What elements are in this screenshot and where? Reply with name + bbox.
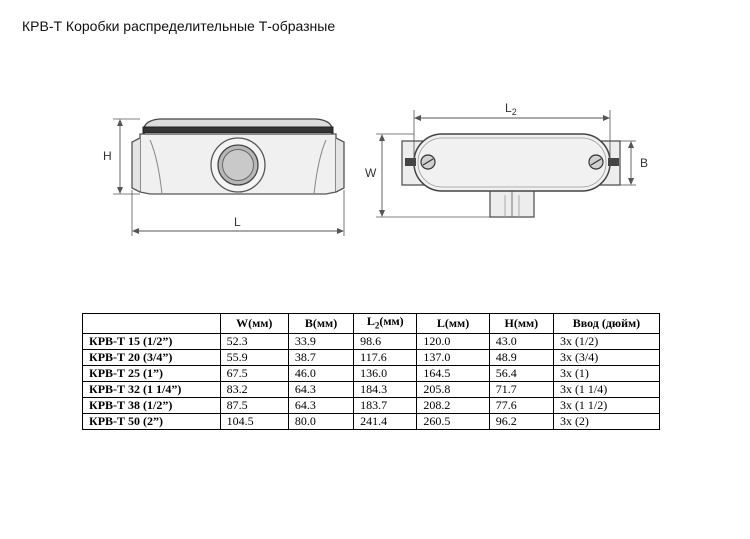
table-row [83, 398, 660, 414]
model-cell: КРВ-Т 20 (3/4”) [83, 350, 221, 366]
model-cell: КРВ-Т 15 (1/2”) [83, 334, 221, 350]
value-cell: 183.7 [354, 398, 417, 414]
value-cell: 3x (1 1/4) [553, 382, 659, 398]
table-body [83, 334, 660, 430]
value-cell: 55.9 [220, 350, 288, 366]
value-cell: 3x (2) [553, 414, 659, 430]
value-cell: 3x (1) [553, 366, 659, 382]
column-header: W(мм) [220, 314, 288, 334]
model-cell: КРВ-Т 50 (2”) [83, 414, 221, 430]
value-cell: 136.0 [354, 366, 417, 382]
value-cell: 120.0 [417, 334, 489, 350]
dim-label-h: H [103, 149, 112, 163]
table-row [83, 414, 660, 430]
value-cell: 83.2 [220, 382, 288, 398]
value-cell: 184.3 [354, 382, 417, 398]
value-cell: 67.5 [220, 366, 288, 382]
model-cell: КРВ-Т 25 (1”) [83, 366, 221, 382]
value-cell: 3x (1 1/2) [553, 398, 659, 414]
value-cell: 241.4 [354, 414, 417, 430]
value-cell: 64.3 [288, 382, 353, 398]
page-title: КРВ-Т Коробки распределительные Т-образные [22, 18, 336, 34]
column-header: L(мм) [417, 314, 489, 334]
front-view [103, 119, 344, 236]
value-cell: 3x (3/4) [553, 350, 659, 366]
value-cell: 38.7 [288, 350, 353, 366]
value-cell: 96.2 [489, 414, 553, 430]
table-row [83, 350, 660, 366]
column-header: H(мм) [489, 314, 553, 334]
value-cell: 260.5 [417, 414, 489, 430]
value-cell: 205.8 [417, 382, 489, 398]
model-cell: КРВ-Т 38 (1/2”) [83, 398, 221, 414]
value-cell: 52.3 [220, 334, 288, 350]
dim-label-b: B [640, 156, 649, 170]
table-row [83, 382, 660, 398]
dim-label-l: L [234, 215, 241, 229]
column-header: B(мм) [288, 314, 353, 334]
value-cell: 164.5 [417, 366, 489, 382]
value-cell: 46.0 [288, 366, 353, 382]
value-cell: 208.2 [417, 398, 489, 414]
spec-table [82, 313, 660, 430]
value-cell: 80.0 [288, 414, 353, 430]
value-cell: 98.6 [354, 334, 417, 350]
dim-label-w: W [365, 166, 377, 180]
dim-label-l2: $L_2$ [505, 101, 517, 117]
value-cell: 87.5 [220, 398, 288, 414]
value-cell: 33.9 [288, 334, 353, 350]
column-header [83, 314, 221, 334]
value-cell: 104.5 [220, 414, 288, 430]
value-cell: 71.7 [489, 382, 553, 398]
value-cell: 48.9 [489, 350, 553, 366]
value-cell: 117.6 [354, 350, 417, 366]
column-header: $L_2(мм)$ [354, 314, 417, 334]
model-cell: КРВ-Т 32 (1 1/4”) [83, 382, 221, 398]
value-cell: 137.0 [417, 350, 489, 366]
value-cell: 3x (1/2) [553, 334, 659, 350]
top-view [365, 101, 648, 217]
value-cell: 43.0 [489, 334, 553, 350]
table-row [83, 366, 660, 382]
value-cell: 77.6 [489, 398, 553, 414]
table-header-row [83, 314, 660, 334]
value-cell: 64.3 [288, 398, 353, 414]
table-row [83, 334, 660, 350]
value-cell: 56.4 [489, 366, 553, 382]
column-header: Ввод (дюйм) [553, 314, 659, 334]
